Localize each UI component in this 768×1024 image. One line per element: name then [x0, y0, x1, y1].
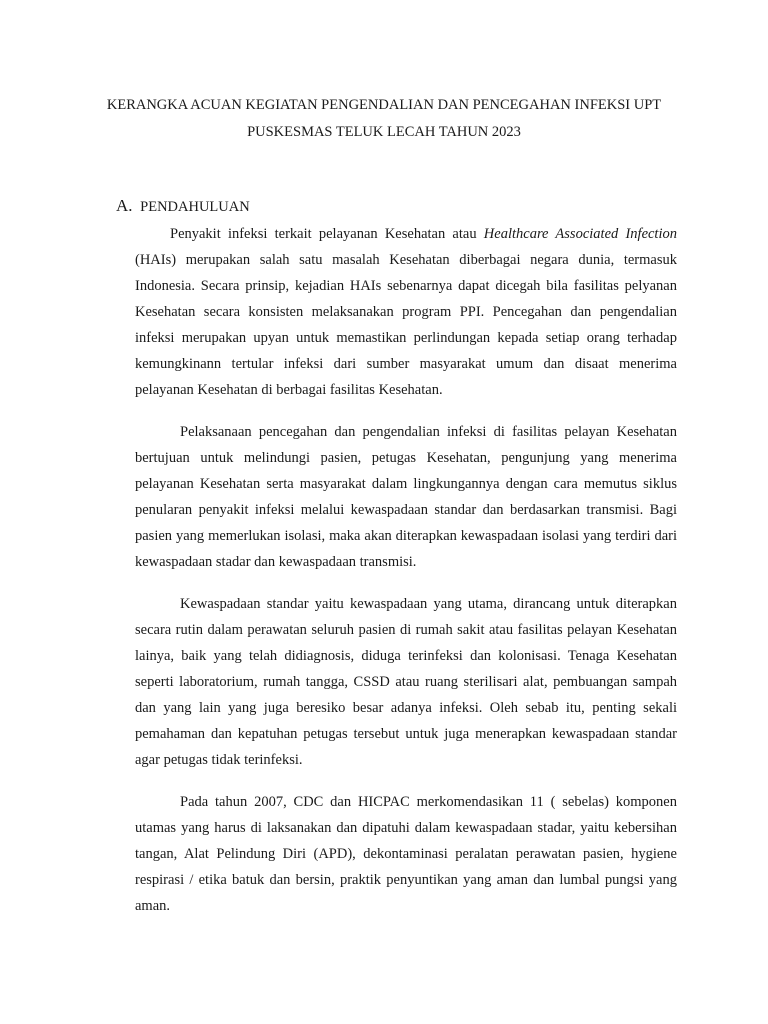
paragraph-1-start: Penyakit infeksi terkait pelayanan Kesehatan atau [170, 226, 484, 242]
paragraph-2: Pelaksanaan pencegahan dan pengendalian infeksi di fasilitas pelayan Kesehatan bertujuan untuk melindungi pasien, petugas Kesehatan, pengunjung yang menerima pelayanan Kesehatan serta masyarakat dalam lingkungannya dengan cara memutus siklus penularan penyakit infeksi melalui kewaspadaan standar dan berdasarkan transmisi. Bagi pasien yang memerlukan isolasi, maka akan diterapkan kewaspadaan isolasi yang terdiri dari kewaspadaan stadar dan kewaspadaan transmisi. [135, 424, 677, 570]
section-title: PENDAHULUAN [140, 199, 250, 215]
section-letter: A. [116, 196, 133, 215]
document-title-line-1: KERANGKA ACUAN KEGIATAN PENGENDALIAN DAN PENCEGAHAN INFEKSI UPT [106, 97, 662, 113]
paragraph-1-italic-term: Healthcare Associated Infection [483, 226, 677, 242]
section-heading [116, 196, 250, 217]
paragraph-1 [135, 221, 677, 403]
paragraph-1-rest: (HAIs) merupakan salah satu masalah Kesehatan diberbagai negara dunia, termasuk Indonesia. Secara prinsip, kejadian HAIs sebenarnya dapat dicegah bila fasilitas pelyanan Kesehatan secara konsisten melaksanakan program PPI. Pencegahan dan pengendalian infeksi merupakan upyan untuk memastikan perlindungan kepada setiap orang terhadap kemungkinann tertular infeksi dari sumber masyarakat umum dan disaat menerima pelayanan Kesehatan di berbagai fasilitas Kesehatan. [135, 252, 677, 398]
paragraph-4: Pada tahun 2007, CDC dan HICPAC merkomendasikan 11 ( sebelas) komponen utamas yang harus di laksanakan dan dipatuhi dalam kewaspadaan stadar, yaitu kebersihan tangan, Alat Pelindung Diri (APD), dekontaminasi peralatan perawatan pasien, hygiene respirasi / etika batuk dan bersin, praktik penyuntikan yang aman dan lumbal pungsi yang aman. [135, 794, 677, 914]
document-title-line-2: PUSKESMAS TELUK LECAH TAHUN 2023 [247, 124, 521, 140]
document-title [80, 92, 688, 146]
paragraph-3: Kewaspadaan standar yaitu kewaspadaan yang utama, dirancang untuk diterapkan secara rutin dalam perawatan seluruh pasien di rumah sakit atau fasilitas pelayan Kesehatan lainya, baik yang telah didiagnosis, diduga terinfeksi dan kolonisasi. Tenaga Kesehatan seperti laboratorium, rumah tangga, CSSD atau ruang sterilisari alat, pembuangan sampah dan yang lain yang juga beresiko besar adanya infeksi. Oleh sebab itu, penting sekali pemahaman dan kepatuhan petugas tersebut untuk juga menerapkan kewaspadaan standar agar petugas tidak terinfeksi. [135, 596, 677, 768]
